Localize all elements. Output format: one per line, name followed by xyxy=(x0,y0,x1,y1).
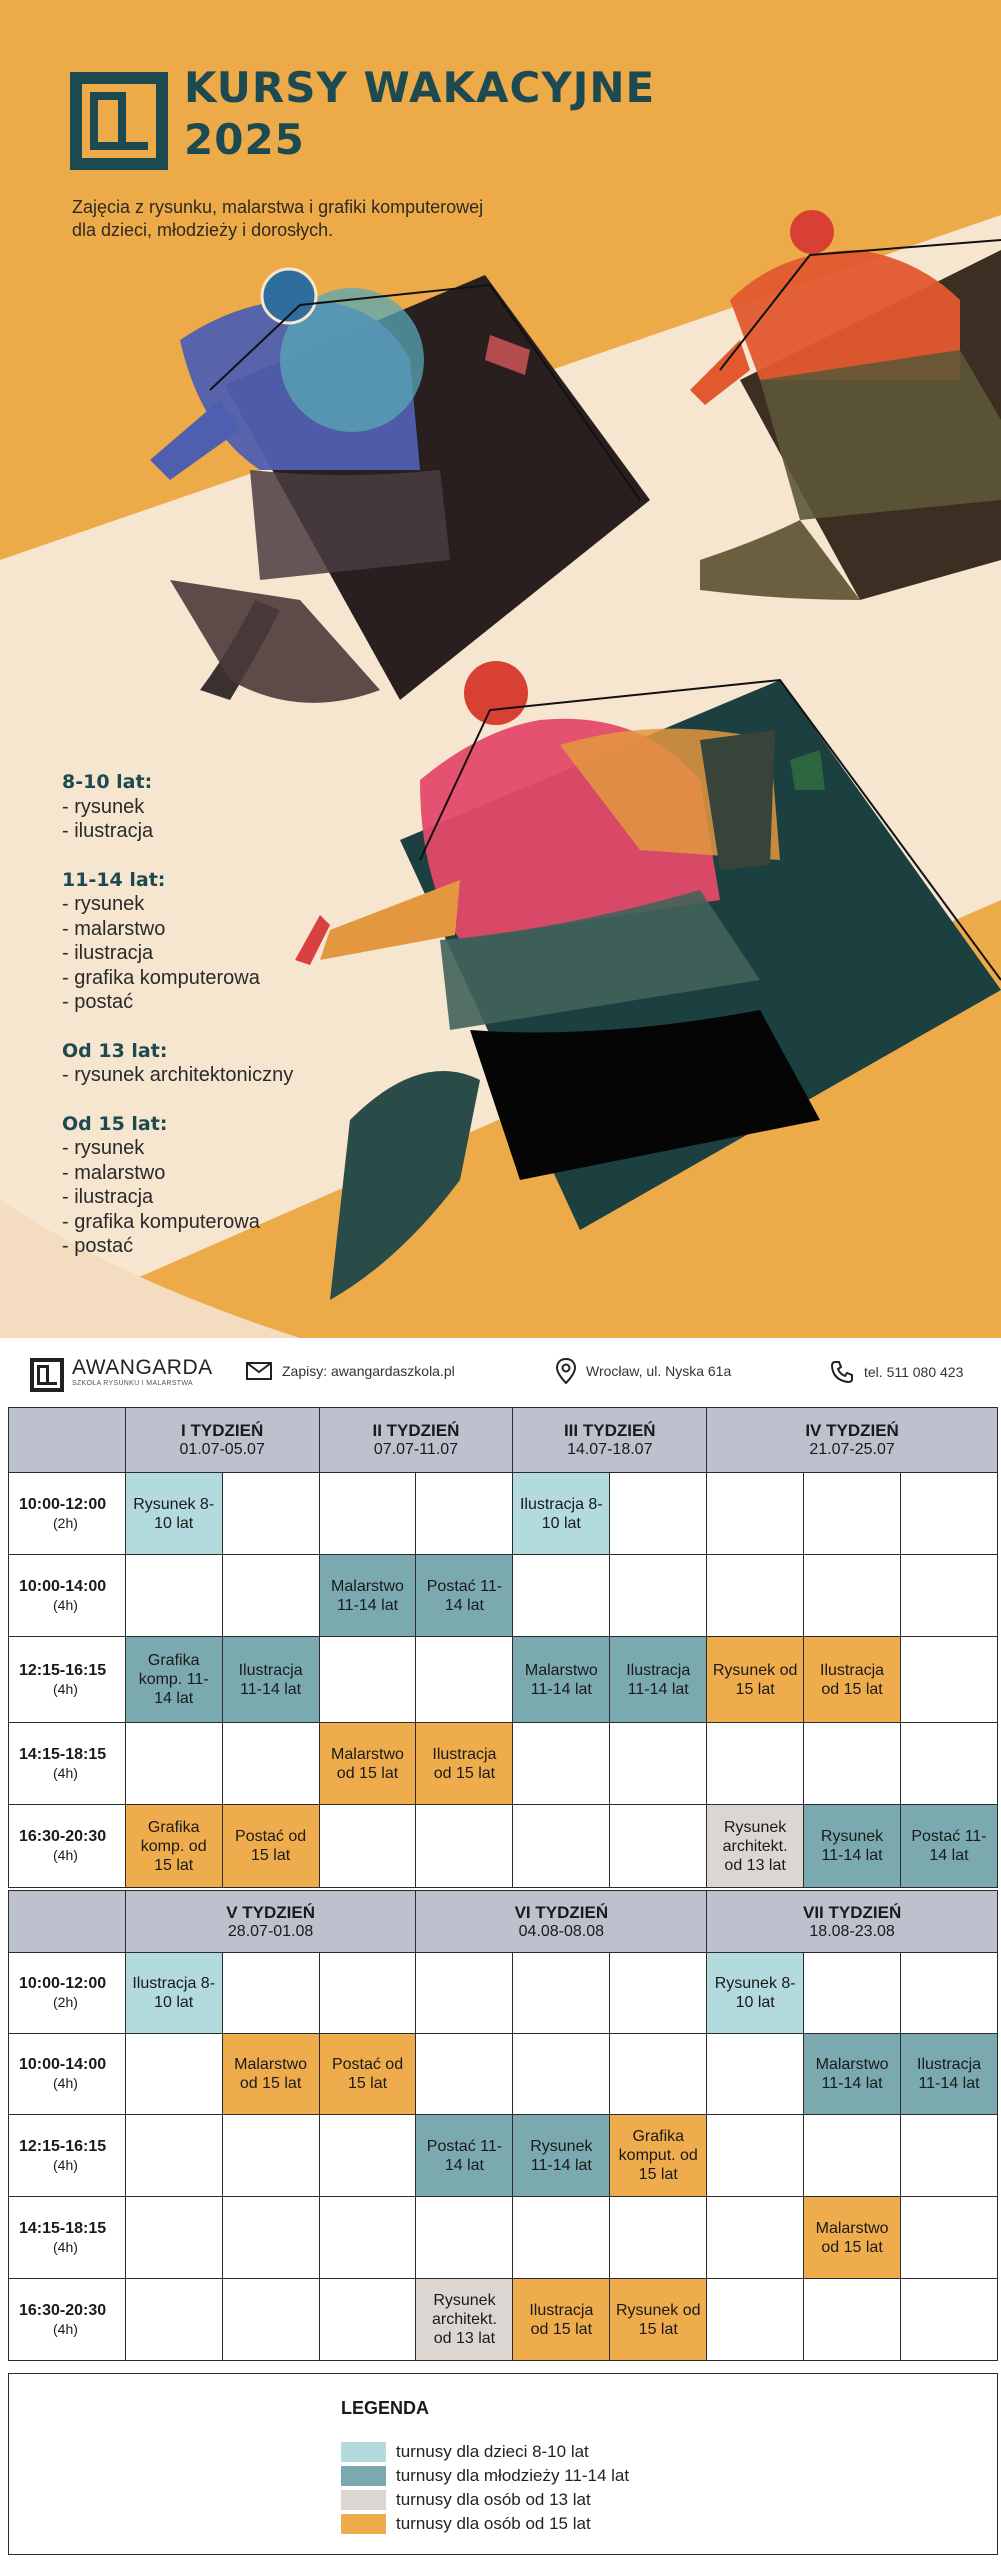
empty-cell xyxy=(707,2197,804,2279)
schedule-row xyxy=(9,2115,998,2197)
legend-item xyxy=(341,2466,629,2486)
course-label: Grafika komp. 11-14 lat xyxy=(138,1652,209,1707)
course-label: Malarstwo 11-14 lat xyxy=(331,1577,404,1614)
empty-cell xyxy=(319,2197,416,2279)
time-slot: 10:00-14:00 xyxy=(19,1577,107,1595)
empty-cell xyxy=(610,1473,707,1555)
time-slot-cell xyxy=(9,2034,126,2115)
course-label: Ilustracja 11-14 lat xyxy=(238,1661,303,1698)
age-group-item: - ilustracja xyxy=(62,1186,154,1208)
legend-swatch xyxy=(341,2466,386,2486)
empty-cell xyxy=(319,1637,416,1723)
course-cell xyxy=(513,1473,610,1555)
week-name: I TYDZIEŃ xyxy=(181,1421,264,1440)
course-cell xyxy=(125,1473,222,1555)
contact-address xyxy=(556,1358,731,1384)
empty-cell xyxy=(901,2197,998,2279)
empty-cell xyxy=(513,1953,610,2034)
empty-cell xyxy=(125,2279,222,2361)
empty-cell xyxy=(416,1637,513,1723)
course-cell xyxy=(610,1637,707,1723)
week-dates: 21.07-25.07 xyxy=(809,1441,895,1458)
schedule-row xyxy=(9,2197,998,2279)
course-cell xyxy=(222,1637,319,1723)
course-label: Rysunek 8-10 lat xyxy=(133,1495,215,1532)
contact-bar xyxy=(0,1338,1001,1400)
empty-cell xyxy=(125,2115,222,2197)
empty-cell xyxy=(804,2115,901,2197)
week-dates: 14.07-18.07 xyxy=(567,1441,653,1458)
time-duration: (4h) xyxy=(53,1847,78,1863)
week-header xyxy=(416,1891,707,1953)
time-duration: (4h) xyxy=(53,1680,78,1697)
legend-label: turnusy dla dzieci 8-10 lat xyxy=(396,2442,589,2461)
schedule-row xyxy=(9,1473,998,1555)
empty-cell xyxy=(901,2279,998,2361)
time-slot: 14:15-18:15 xyxy=(19,2219,107,2237)
time-duration: (4h) xyxy=(53,1596,78,1613)
legend-swatch xyxy=(341,2490,386,2510)
age-group-title: 11-14 lat: xyxy=(62,868,166,891)
course-cell xyxy=(610,2115,707,2197)
empty-cell xyxy=(707,2034,804,2115)
course-cell xyxy=(707,1953,804,2034)
empty-cell xyxy=(416,1805,513,1888)
empty-cell xyxy=(804,1723,901,1805)
age-group-item: - postać xyxy=(62,991,134,1013)
age-group-item: - ilustracja xyxy=(62,820,154,842)
time-duration: (2h) xyxy=(53,1514,78,1531)
course-cell xyxy=(319,1723,416,1805)
course-cell xyxy=(513,2279,610,2361)
empty-cell xyxy=(125,2034,222,2115)
table-corner-cell xyxy=(9,1408,126,1473)
age-groups-list xyxy=(62,770,293,1283)
time-slot-cell xyxy=(9,1473,126,1555)
course-label: Ilustracja 11-14 lat xyxy=(917,2056,982,2092)
course-cell xyxy=(804,1805,901,1888)
schedule-table-weeks-5-7 xyxy=(8,1890,998,2361)
week-name: IV TYDZIEŃ xyxy=(805,1421,899,1440)
course-label: Postać 11-14 lat xyxy=(911,1828,987,1864)
empty-cell xyxy=(222,1473,319,1555)
legend-swatch xyxy=(341,2442,386,2462)
course-cell xyxy=(125,1805,222,1888)
empty-cell xyxy=(901,2115,998,2197)
legend-label: turnusy dla młodzieży 11-14 lat xyxy=(396,2466,630,2485)
week-name: II TYDZIEŃ xyxy=(372,1421,460,1440)
contact-phone[interactable] xyxy=(830,1360,963,1384)
age-group-title: 8-10 lat: xyxy=(62,771,153,793)
empty-cell xyxy=(804,1953,901,2034)
contact-phone-text: tel. 511 080 423 xyxy=(864,1364,964,1380)
course-label: Grafika komp. od 15 lat xyxy=(140,1818,207,1874)
course-label: Ilustracja 8-10 lat xyxy=(519,1495,603,1532)
empty-cell xyxy=(319,1953,416,2034)
poster-title-line2: 2025 xyxy=(184,115,305,164)
course-cell xyxy=(901,2034,998,2115)
time-slot-cell xyxy=(9,1953,126,2034)
empty-cell xyxy=(707,2279,804,2361)
course-cell xyxy=(125,1953,222,2034)
legend-item xyxy=(341,2442,589,2462)
legend-item xyxy=(341,2514,591,2534)
empty-cell xyxy=(513,1555,610,1637)
course-label: Postać od 15 lat xyxy=(235,1828,307,1864)
schedule-row xyxy=(9,1637,998,1723)
empty-cell xyxy=(804,1473,901,1555)
week-header xyxy=(125,1408,319,1473)
empty-cell xyxy=(610,2197,707,2279)
legend-label: turnusy dla osób od 13 lat xyxy=(396,2490,591,2509)
course-label: Rysunek od 15 lat xyxy=(712,1661,798,1698)
empty-cell xyxy=(125,1723,222,1805)
empty-cell xyxy=(610,1805,707,1888)
age-group-item: - rysunek xyxy=(62,1137,145,1159)
age-group-title: Od 13 lat: xyxy=(62,1039,168,1062)
age-group-item: - rysunek xyxy=(62,795,145,818)
time-slot: 12:15-16:15 xyxy=(19,1661,107,1679)
empty-cell xyxy=(222,2279,319,2361)
course-label: Malarstwo od 15 lat xyxy=(331,1745,404,1782)
time-slot: 12:15-16:15 xyxy=(19,2137,107,2155)
brand-logo-small-icon xyxy=(30,1358,64,1392)
empty-cell xyxy=(610,1555,707,1637)
schedule-table-weeks-1-4 xyxy=(8,1407,998,1888)
age-group-item: - rysunek xyxy=(62,893,145,915)
course-label: Ilustracja od 15 lat xyxy=(432,1745,497,1782)
course-label: Rysunek 11-14 lat xyxy=(820,1828,884,1864)
time-duration: (2h) xyxy=(53,1994,78,2010)
time-slot: 16:30-20:30 xyxy=(19,1828,107,1845)
age-group-item: - grafika komputerowa xyxy=(62,966,260,989)
poster-title-line1: KURSY WAKACYJNE xyxy=(184,63,656,112)
legend-label: turnusy dla osób od 15 lat xyxy=(396,2514,591,2533)
time-slot-cell xyxy=(9,2197,126,2279)
brand-tagline: SZKOŁA RYSUNKU I MALARSTWA xyxy=(72,1380,193,1387)
empty-cell xyxy=(707,1723,804,1805)
poster-title xyxy=(184,62,655,166)
course-cell xyxy=(416,1555,513,1637)
time-slot: 16:30-20:30 xyxy=(19,2301,107,2319)
brand-name: AWANGARDA xyxy=(72,1356,213,1379)
course-cell xyxy=(707,1805,804,1888)
age-group xyxy=(62,1039,293,1088)
course-cell xyxy=(125,1637,222,1723)
age-group xyxy=(62,1112,293,1259)
course-cell xyxy=(804,2034,901,2115)
week-header xyxy=(319,1408,513,1473)
table-corner-cell xyxy=(9,1891,126,1953)
age-group-item: - rysunek architektoniczny xyxy=(62,1064,294,1086)
empty-cell xyxy=(707,1473,804,1555)
legend-title: LEGENDA xyxy=(341,2398,430,2418)
empty-cell xyxy=(222,2197,319,2279)
course-cell xyxy=(513,1637,610,1723)
empty-cell xyxy=(222,1555,319,1637)
contact-email[interactable] xyxy=(246,1362,455,1380)
legend-item xyxy=(341,2490,591,2510)
schedule-row xyxy=(9,1555,998,1637)
empty-cell xyxy=(222,2115,319,2197)
week-dates: 28.07-01.08 xyxy=(227,1922,314,1940)
course-label: Rysunek od 15 lat xyxy=(616,2301,701,2338)
week-header xyxy=(707,1891,998,1953)
week-header xyxy=(707,1408,998,1473)
time-slot: 14:15-18:15 xyxy=(19,1745,107,1763)
course-cell xyxy=(416,2279,513,2361)
schedule-row xyxy=(9,1953,998,2034)
time-slot-cell xyxy=(9,2115,126,2197)
course-label: Postać 11-14 lat xyxy=(426,2137,503,2174)
course-cell xyxy=(416,2115,513,2197)
time-slot-cell xyxy=(9,1555,126,1637)
course-cell xyxy=(900,1805,997,1888)
week-dates: 01.07-05.07 xyxy=(179,1441,265,1458)
contact-email-text: Zapisy: awangardaszkola.pl xyxy=(282,1363,455,1379)
time-slot: 10:00-12:00 xyxy=(19,1495,107,1513)
course-label: Rysunek 8-10 lat xyxy=(714,1975,796,2011)
course-cell xyxy=(513,2115,610,2197)
time-slot-cell xyxy=(9,1805,126,1888)
age-group-item: - grafika komputerowa xyxy=(62,1210,260,1233)
course-label: Postać 11-14 lat xyxy=(426,1577,503,1614)
time-slot: 10:00-12:00 xyxy=(19,1975,107,1992)
empty-cell xyxy=(804,1555,901,1637)
course-cell xyxy=(610,2279,707,2361)
course-label: Malarstwo 11-14 lat xyxy=(815,2056,889,2092)
empty-cell xyxy=(900,1555,997,1637)
course-cell xyxy=(707,1637,804,1723)
time-duration: (4h) xyxy=(53,2075,78,2091)
phone-icon xyxy=(830,1360,854,1384)
empty-cell xyxy=(222,1723,319,1805)
course-cell xyxy=(804,2197,901,2279)
empty-cell xyxy=(222,1953,319,2034)
schedule-row xyxy=(9,1805,998,1888)
time-slot-cell xyxy=(9,1637,126,1723)
empty-cell xyxy=(610,1723,707,1805)
time-duration: (4h) xyxy=(53,1764,78,1781)
course-label: Grafika komput. od 15 lat xyxy=(618,2128,698,2183)
poster-subtitle: Zajęcia z rysunku, malarstwa i grafiki komputerowej dla dzieci, młodzieży i dorosłych. xyxy=(72,197,484,240)
time-slot: 10:00-14:00 xyxy=(19,2056,107,2073)
week-header xyxy=(513,1408,707,1473)
week-name: V TYDZIEŃ xyxy=(226,1902,315,1922)
empty-cell xyxy=(610,2034,707,2115)
course-label: Malarstwo od 15 lat xyxy=(234,2056,308,2092)
empty-cell xyxy=(707,1555,804,1637)
legend xyxy=(8,2373,998,2555)
location-pin-icon xyxy=(556,1358,576,1384)
empty-cell xyxy=(416,2197,513,2279)
empty-cell xyxy=(416,1953,513,2034)
time-slot-cell xyxy=(9,1723,126,1805)
empty-cell xyxy=(513,1723,610,1805)
age-group-item: - ilustracja xyxy=(62,942,154,964)
course-label: Ilustracja od 15 lat xyxy=(820,1661,885,1698)
empty-cell xyxy=(610,1953,707,2034)
age-group-title: Od 15 lat: xyxy=(62,1112,168,1135)
course-cell xyxy=(804,1637,901,1723)
empty-cell xyxy=(513,2034,610,2115)
empty-cell xyxy=(901,1953,998,2034)
empty-cell xyxy=(319,1473,416,1555)
week-dates: 07.07-11.07 xyxy=(373,1441,459,1458)
course-cell xyxy=(319,2034,416,2115)
course-cell xyxy=(319,1555,416,1637)
course-label: Ilustracja 11-14 lat xyxy=(626,1661,691,1698)
contact-address-text: Wrocław, ul. Nyska 61a xyxy=(586,1363,732,1379)
empty-cell xyxy=(900,1723,997,1805)
week-name: VII TYDZIEŃ xyxy=(802,1902,902,1922)
legend-swatch xyxy=(341,2514,386,2534)
course-label: Postać od 15 lat xyxy=(331,2056,404,2092)
course-label: Malarstwo 11-14 lat xyxy=(524,1661,598,1698)
empty-cell xyxy=(319,2115,416,2197)
week-dates: 04.08-08.08 xyxy=(518,1922,605,1940)
age-group-item: - malarstwo xyxy=(62,1161,166,1184)
time-slot-cell xyxy=(9,2279,126,2361)
age-group xyxy=(62,868,293,1015)
empty-cell xyxy=(319,2279,416,2361)
week-name: III TYDZIEŃ xyxy=(563,1421,656,1440)
course-label: Ilustracja od 15 lat xyxy=(529,2301,594,2338)
schedule-row xyxy=(9,1723,998,1805)
empty-cell xyxy=(416,2034,513,2115)
empty-cell xyxy=(804,2279,901,2361)
brand-logo-icon xyxy=(70,72,168,170)
empty-cell xyxy=(900,1473,997,1555)
empty-cell xyxy=(513,1805,610,1888)
course-cell xyxy=(222,1805,319,1888)
empty-cell xyxy=(707,2115,804,2197)
week-header xyxy=(125,1891,416,1953)
empty-cell xyxy=(125,1555,222,1637)
age-group-item: - malarstwo xyxy=(62,917,166,940)
age-group-item: - postać xyxy=(62,1235,134,1257)
empty-cell xyxy=(900,1637,997,1723)
course-label: Rysunek 11-14 lat xyxy=(530,2137,593,2174)
time-duration: (4h) xyxy=(53,2238,78,2255)
time-duration: (4h) xyxy=(53,2320,78,2337)
course-cell xyxy=(416,1723,513,1805)
age-group xyxy=(62,770,293,844)
course-label: Rysunek architekt. od 13 lat xyxy=(722,1818,788,1874)
envelope-icon xyxy=(246,1362,272,1380)
empty-cell xyxy=(125,2197,222,2279)
week-dates: 18.08-23.08 xyxy=(809,1922,895,1940)
course-cell xyxy=(222,2034,319,2115)
schedule-row xyxy=(9,2279,998,2361)
time-duration: (4h) xyxy=(53,2156,78,2173)
course-label: Malarstwo od 15 lat xyxy=(815,2219,889,2256)
course-label: Rysunek architekt. od 13 lat xyxy=(431,2292,497,2347)
empty-cell xyxy=(319,1805,416,1888)
empty-cell xyxy=(416,1473,513,1555)
schedule-row xyxy=(9,2034,998,2115)
course-label: Ilustracja 8-10 lat xyxy=(132,1975,216,2011)
week-name: VI TYDZIEŃ xyxy=(514,1902,609,1922)
empty-cell xyxy=(513,2197,610,2279)
